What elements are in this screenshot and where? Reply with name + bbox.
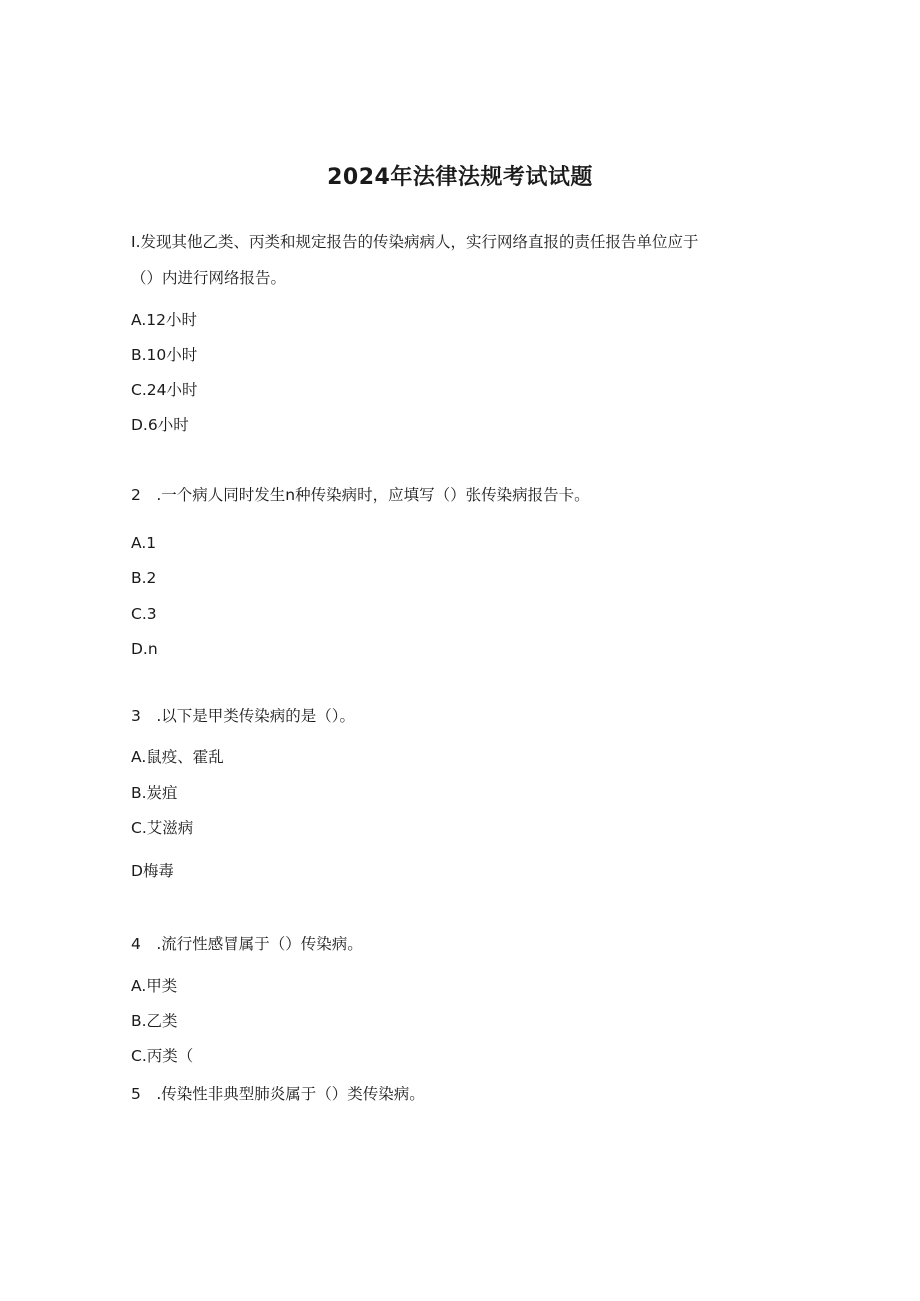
question-2-text: 2 .一个病人同时发生n种传染病时，应填写（）张传染病报告卡。 [131,486,590,504]
question-1-option-c: C.24小时 [131,381,198,399]
question-4-text: 4 .流行性感冒属于（）传染病。 [131,935,363,953]
question-2-option-b: B.2 [131,569,157,587]
document-title: 2024年法律法规考试试题 [327,165,593,190]
question-2-option-d: D.n [131,640,158,658]
question-3-option-a: A.鼠疫、霍乱 [131,748,224,766]
question-1-text-line-1: I.发现其他乙类、丙类和规定报告的传染病病人，实行网络直报的责任报告单位应于 [131,233,699,251]
question-4-option-a: A.甲类 [131,977,178,995]
question-3-option-c: C.艾滋病 [131,819,194,837]
question-4-option-c: C.丙类（ [131,1047,194,1065]
question-5-text: 5 .传染性非典型肺炎属于（）类传染病。 [131,1085,425,1103]
question-3-option-d: D梅毒 [131,862,174,880]
question-1-option-d: D.6小时 [131,416,189,434]
question-1-option-a: A.12小时 [131,311,197,329]
question-4-option-b: B.乙类 [131,1012,178,1030]
question-1-option-b: B.10小时 [131,346,198,364]
question-2-option-a: A.1 [131,534,157,552]
question-3-option-b: B.炭疽 [131,784,178,802]
question-1-text-line-2: （）内进行网络报告。 [131,269,287,287]
question-3-text: 3 .以下是甲类传染病的是（）。 [131,707,356,725]
question-2-option-c: C.3 [131,605,157,623]
